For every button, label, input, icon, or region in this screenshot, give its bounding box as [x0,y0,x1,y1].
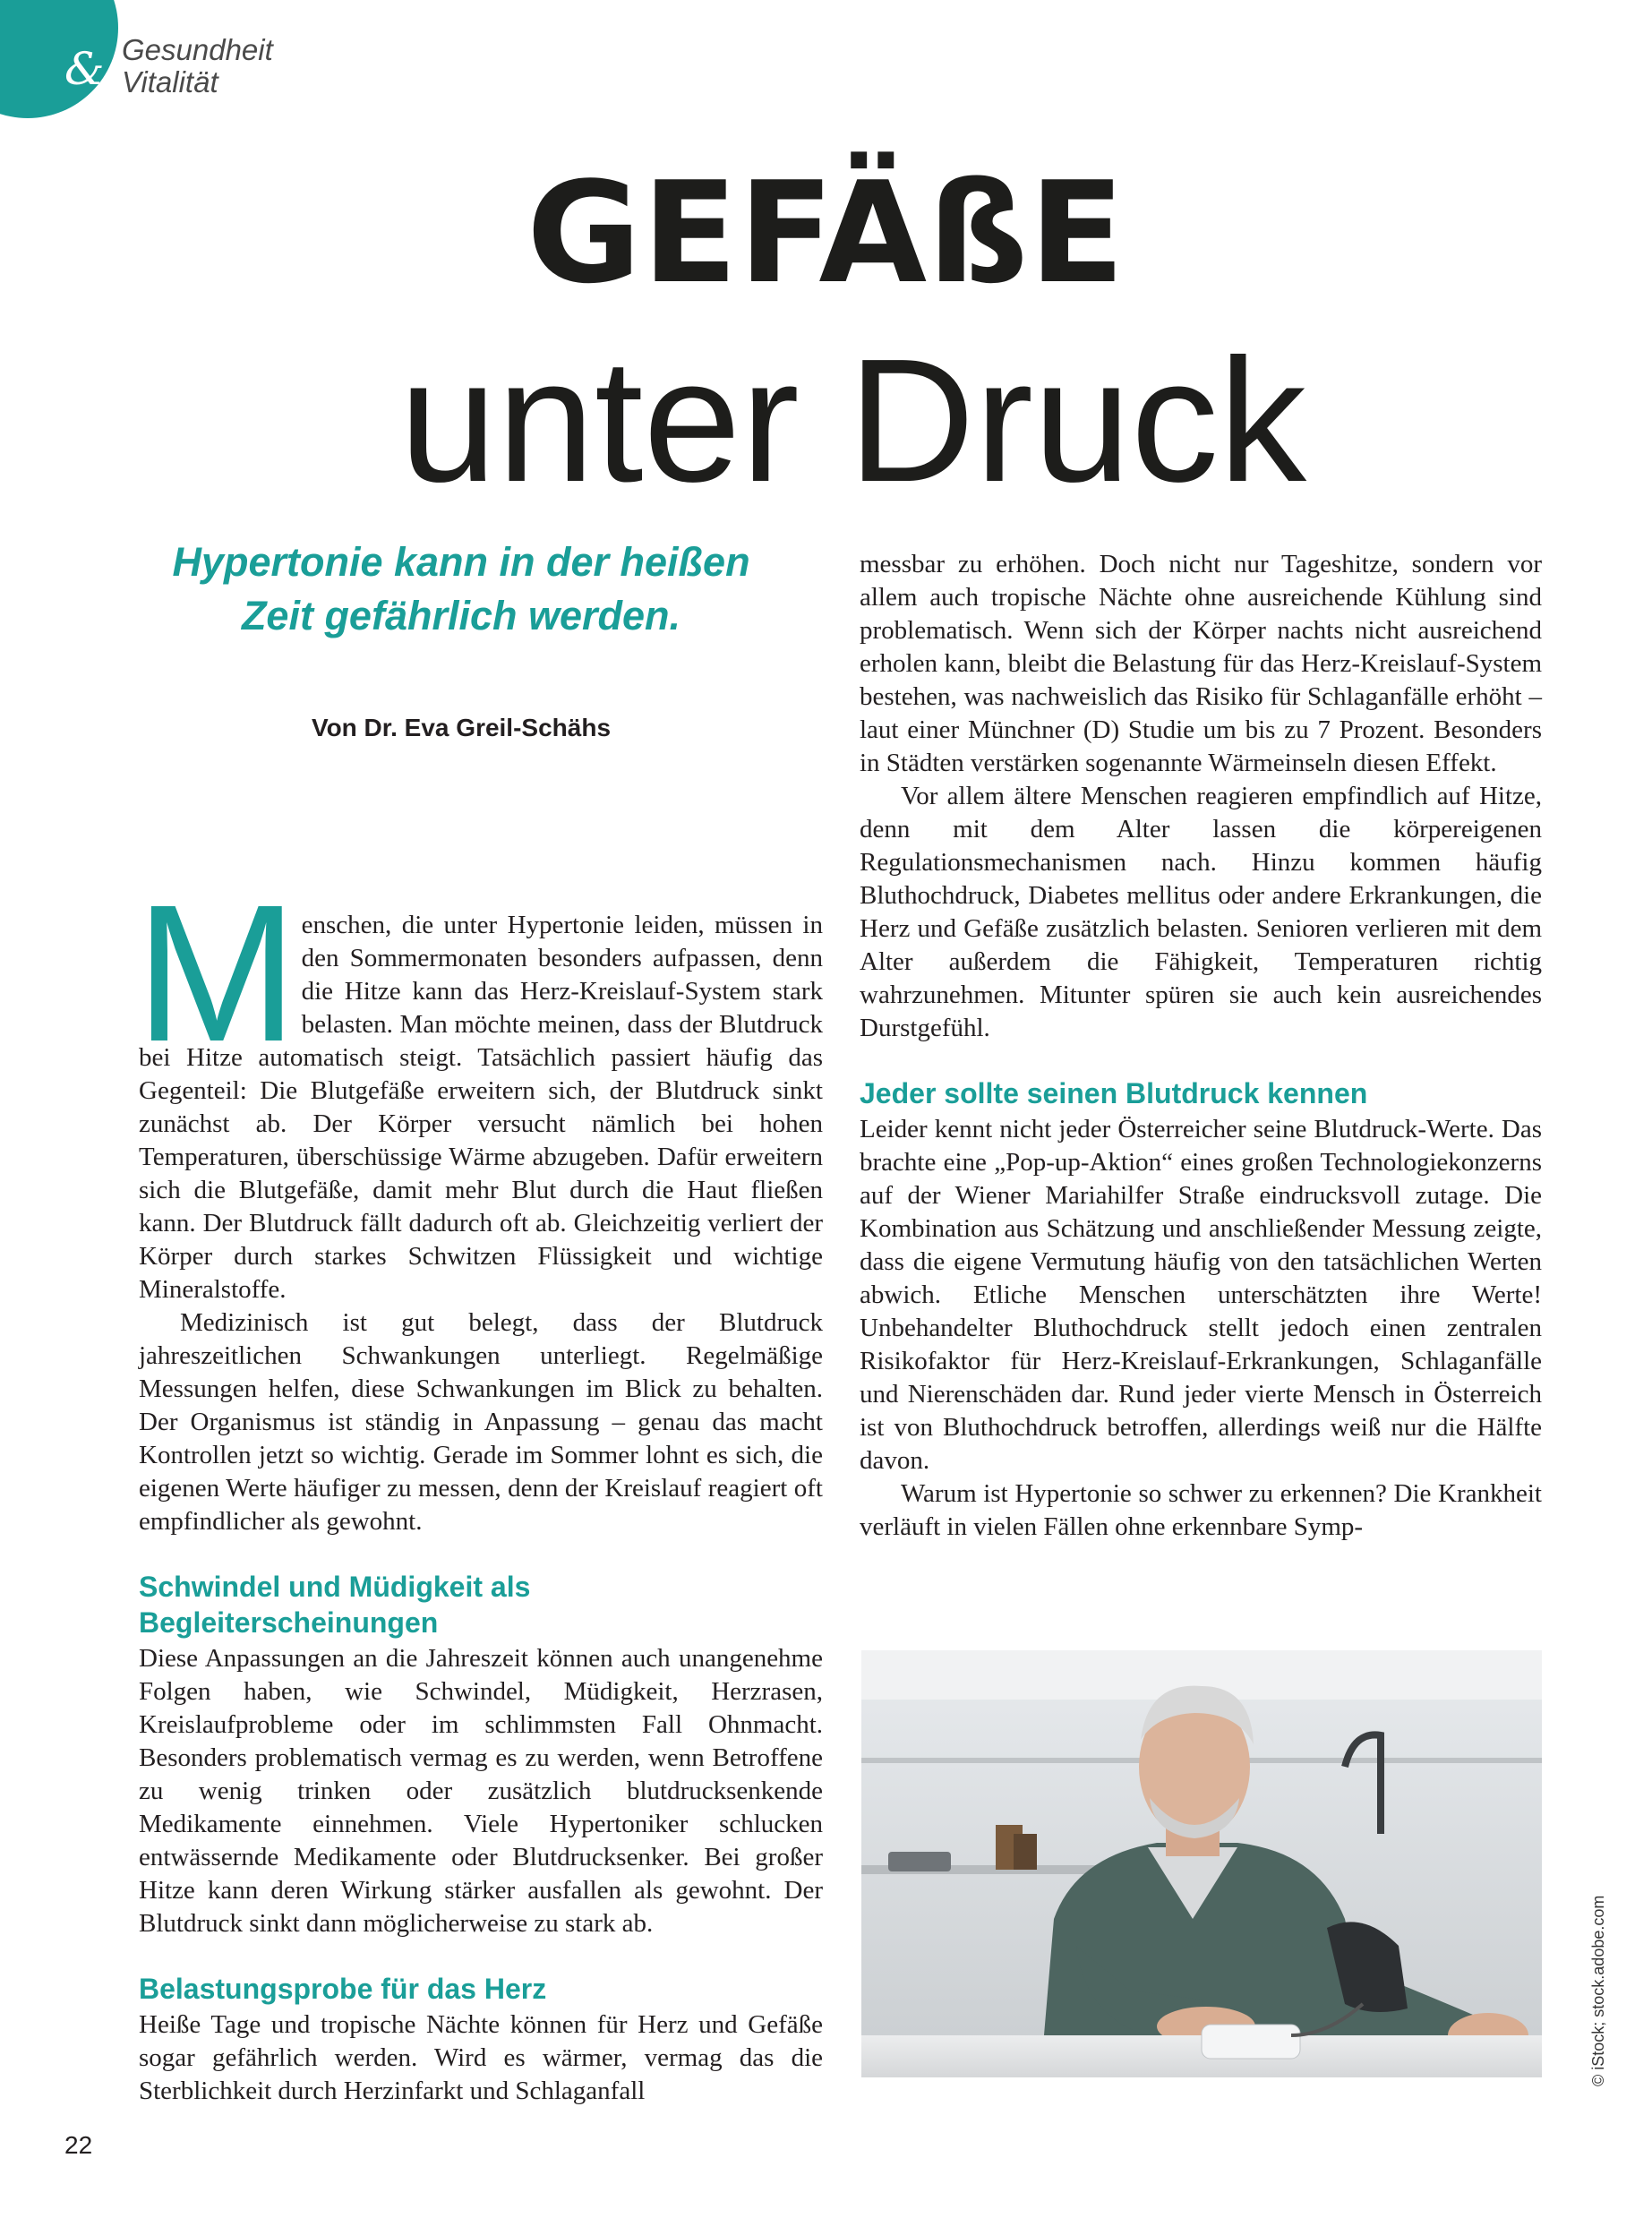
paragraph: enschen, die unter Hypertonie leiden, müssen in den Sommermonaten besonders aufpassen, denn die Hitze kann das Herz-Kreislauf-System stark belasten. Man möchte meinen, dass der Blutdruck bei Hitze automatisch steigt. Tatsächlich passiert häufig das Gegenteil: Die Blutgefäße erweitern sich, der Blutdruck sinkt zunächst ab. Der Körper versucht nämlich bei hohen Temperaturen, überschüssige Wärme abzugeben. Dafür erweitern sich die Blutgefäße, damit mehr Blut durch die Haut fließen kann. Der Blutdruck fällt dadurch oft ab. Gleichzeitig verliert der Körper durch starkes Schwitzen Flüssigkeit und wichtige Mineralstoffe. [139,911,823,1304]
section-label [122,34,273,98]
paragraph: Medizinisch ist gut belegt, dass der Blutdruck jahreszeitlichen Schwankungen unterliegt. Regelmäßige Messungen helfen, diese Schwankungen im Blick zu behalten. Der Organismus ist ständig in Anpassung – genau das macht Kontrollen jetzt so wichtig. Gerade im Sommer lohnt es sich, die eigenen Werte häufiger zu messen, denn der Kreislauf reagiert oft empfindlicher als gewohnt. [139,1308,823,1536]
article-byline: Von Dr. Eva Greil-Schähs [311,714,612,741]
article-photo [861,1650,1542,2077]
subheading: Belastungsprobe für das Herz [139,1973,547,2005]
left-column [135,865,823,2108]
dropcap: M [135,865,298,1083]
section-label-line1: Gesundheit [122,33,273,66]
article-title-main: GEFÄßE [526,151,1126,314]
ampersand-logo: & [64,43,105,95]
right-column [860,548,1542,1544]
article-lead: Hypertonie kann in der heißen Zeit gefährlich werden. [172,539,750,638]
photo-illustration [861,1650,1542,2077]
section-label-line2: Vitalität [122,65,218,98]
photo-credit: © iStock; stock.adobe.com [1589,1895,1607,2086]
page-number: 22 [64,2131,93,2159]
subheading: Jeder sollte seinen Blutdruck kennen [860,1077,1368,1109]
article-title-sub: unter Druck [398,322,1307,518]
paragraph: Warum ist Hypertonie so schwer zu erkennen? Die Krankheit verläuft in vielen Fällen ohne erkennbare Symp- [860,1479,1542,1541]
paragraph: Vor allem ältere Menschen reagieren empfindlich auf Hitze, denn mit dem Alter lassen die körpereigenen Regulationsmechanismen nach. Hinzu kommen häufig Bluthochdruck, Diabetes mellitus oder andere Erkrankungen, die Herz und Gefäße zusätzlich belasten. Senioren verlieren mit dem Alter außerdem die Fähigkeit, Temperaturen richtig wahrzunehmen. Mitunter spüren sie auch kein ausreichendes Durstgefühl. [860,782,1542,1042]
paragraph: Diese Anpassungen an die Jahreszeit können auch unangenehme Folgen haben, wie Schwindel, Müdigkeit, Herzrasen, Kreislaufprobleme oder im schlimmsten Fall Ohnmacht. Besonders problematisch vermag es zu werden, wenn Betroffene zu wenig trinken oder zusätzlich blutdrucksenkende Medikamente einnehmen. Viele Hypertoniker schlucken entwässernde Medikamente oder Blutdrucksenker. Bei großer Hitze kann deren Wirkung stärker ausfallen als gewohnt. Der Blutdruck sinkt dann möglicherweise zu stark ab. [139,1644,823,1938]
paragraph: Heiße Tage und tropische Nächte können für Herz und Gefäße sogar gefährlich werden. Wird es wärmer, vermag das die Sterblichkeit durch Herzinfarkt und Schlaganfall [139,2010,823,2105]
paragraph: messbar zu erhöhen. Doch nicht nur Tageshitze, sondern vor allem auch tropische Nächte ohne ausreichende Kühlung sind problematisch. Wenn sich der Körper nachts nicht ausreichend erholen kann, bleibt die Belastung für das Herz-Kreislauf-System bestehen, was nachweislich das Risiko für Schlaganfälle erhöht – laut einer Münchner (D) Studie um bis zu 7 Prozent. Besonders in Städten verstärken sogenannte Wärmeinseln diesen Effekt. [860,550,1542,777]
subheading: Schwindel und Müdigkeit als Begleiterscheinungen [139,1571,531,1639]
paragraph: Leider kennt nicht jeder Österreicher seine Blutdruck-Werte. Das brachte eine „Pop-up-Aktion“ eines großen Technologiekonzerns auf der Wiener Mariahilfer Straße eindrucksvoll zutage. Die Kombination aus Schätzung und anschließender Messung zeigte, dass die eigene Vermutung häufig von den tatsächlichen Werten abwich. Etliche Menschen unterschätzten ihre Werte! Unbehandelter Bluthochdruck stellt jedoch einen zentralen Risikofaktor für Herz-Kreislauf-Erkrankungen, Schlaganfälle und Nierenschäden dar. Rund jeder vierte Mensch in Österreich ist von Bluthochdruck betroffen, allerdings weiß nur die Hälfte davon. [860,1115,1542,1475]
